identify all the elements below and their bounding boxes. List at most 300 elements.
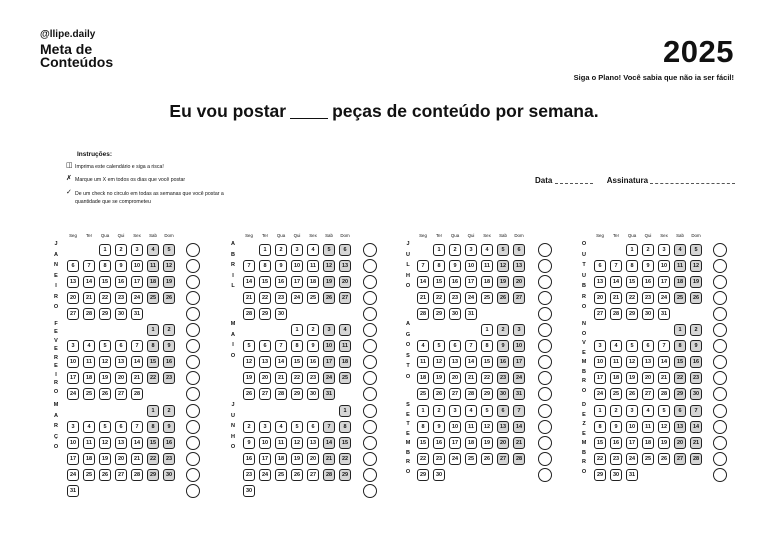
day-cell[interactable]: 15 <box>626 276 638 288</box>
day-cell[interactable]: 4 <box>147 244 159 256</box>
day-cell[interactable]: 5 <box>658 405 670 417</box>
day-cell[interactable]: 30 <box>610 469 622 481</box>
day-cell[interactable]: 15 <box>259 276 271 288</box>
day-cell[interactable]: 23 <box>115 292 127 304</box>
day-cell[interactable]: 6 <box>642 340 654 352</box>
day-cell[interactable]: 19 <box>99 372 111 384</box>
day-cell[interactable]: 24 <box>291 292 303 304</box>
day-cell[interactable]: 19 <box>163 276 175 288</box>
day-cell[interactable]: 28 <box>513 453 525 465</box>
week-check-circle[interactable] <box>186 484 200 498</box>
day-cell[interactable]: 2 <box>243 421 255 433</box>
day-cell[interactable]: 27 <box>513 292 525 304</box>
day-cell[interactable]: 13 <box>674 421 686 433</box>
day-cell[interactable]: 1 <box>594 405 606 417</box>
week-check-circle[interactable] <box>363 452 377 466</box>
day-cell[interactable]: 2 <box>690 324 702 336</box>
day-cell[interactable]: 7 <box>417 260 429 272</box>
day-cell[interactable]: 25 <box>339 372 351 384</box>
day-cell[interactable]: 9 <box>433 421 445 433</box>
day-cell[interactable]: 20 <box>259 372 271 384</box>
day-cell[interactable]: 26 <box>481 453 493 465</box>
day-cell[interactable]: 20 <box>642 372 654 384</box>
day-cell[interactable]: 22 <box>99 292 111 304</box>
day-cell[interactable]: 23 <box>449 292 461 304</box>
day-cell[interactable]: 16 <box>690 356 702 368</box>
day-cell[interactable]: 12 <box>658 421 670 433</box>
week-check-circle[interactable] <box>186 259 200 273</box>
day-cell[interactable]: 30 <box>307 388 319 400</box>
day-cell[interactable]: 2 <box>642 244 654 256</box>
day-cell[interactable]: 24 <box>658 292 670 304</box>
day-cell[interactable]: 1 <box>259 244 271 256</box>
day-cell[interactable]: 19 <box>291 453 303 465</box>
day-cell[interactable]: 4 <box>642 405 654 417</box>
day-cell[interactable]: 23 <box>275 292 287 304</box>
day-cell[interactable]: 10 <box>594 356 606 368</box>
week-check-circle[interactable] <box>713 436 727 450</box>
day-cell[interactable]: 25 <box>417 388 429 400</box>
day-cell[interactable]: 21 <box>690 437 702 449</box>
day-cell[interactable]: 11 <box>642 421 654 433</box>
day-cell[interactable]: 14 <box>323 437 335 449</box>
day-cell[interactable]: 30 <box>433 469 445 481</box>
day-cell[interactable]: 7 <box>658 340 670 352</box>
day-cell[interactable]: 18 <box>83 372 95 384</box>
day-cell[interactable]: 15 <box>417 437 429 449</box>
day-cell[interactable]: 9 <box>275 260 287 272</box>
day-cell[interactable]: 25 <box>307 292 319 304</box>
day-cell[interactable]: 6 <box>497 405 509 417</box>
day-cell[interactable]: 31 <box>658 308 670 320</box>
day-cell[interactable]: 27 <box>674 453 686 465</box>
day-cell[interactable]: 26 <box>626 388 638 400</box>
day-cell[interactable]: 11 <box>339 340 351 352</box>
day-cell[interactable]: 21 <box>131 372 143 384</box>
day-cell[interactable]: 27 <box>259 388 271 400</box>
day-cell[interactable]: 10 <box>513 340 525 352</box>
week-check-circle[interactable] <box>713 387 727 401</box>
day-cell[interactable]: 8 <box>259 260 271 272</box>
day-cell[interactable]: 18 <box>147 276 159 288</box>
day-cell[interactable]: 21 <box>275 372 287 384</box>
day-cell[interactable]: 7 <box>131 340 143 352</box>
day-cell[interactable]: 22 <box>433 292 445 304</box>
day-cell[interactable]: 23 <box>497 372 509 384</box>
day-cell[interactable]: 5 <box>291 421 303 433</box>
day-cell[interactable]: 12 <box>163 260 175 272</box>
day-cell[interactable]: 25 <box>642 453 654 465</box>
day-cell[interactable]: 22 <box>417 453 429 465</box>
day-cell[interactable]: 15 <box>147 356 159 368</box>
day-cell[interactable]: 8 <box>417 421 429 433</box>
day-cell[interactable]: 13 <box>115 356 127 368</box>
day-cell[interactable]: 7 <box>323 421 335 433</box>
day-cell[interactable]: 27 <box>115 469 127 481</box>
day-cell[interactable]: 10 <box>449 421 461 433</box>
day-cell[interactable]: 29 <box>433 308 445 320</box>
day-cell[interactable]: 28 <box>275 388 287 400</box>
day-cell[interactable]: 1 <box>626 244 638 256</box>
day-cell[interactable]: 13 <box>67 276 79 288</box>
week-check-circle[interactable] <box>363 387 377 401</box>
day-cell[interactable]: 23 <box>690 372 702 384</box>
day-cell[interactable]: 11 <box>481 260 493 272</box>
day-cell[interactable]: 15 <box>339 437 351 449</box>
day-cell[interactable]: 15 <box>147 437 159 449</box>
day-cell[interactable]: 18 <box>83 453 95 465</box>
day-cell[interactable]: 9 <box>243 437 255 449</box>
day-cell[interactable]: 11 <box>147 260 159 272</box>
day-cell[interactable]: 2 <box>115 244 127 256</box>
week-check-circle[interactable] <box>186 339 200 353</box>
day-cell[interactable]: 16 <box>610 437 622 449</box>
day-cell[interactable]: 7 <box>465 340 477 352</box>
day-cell[interactable]: 22 <box>626 292 638 304</box>
day-cell[interactable]: 1 <box>339 405 351 417</box>
day-cell[interactable]: 17 <box>323 356 335 368</box>
day-cell[interactable]: 12 <box>481 421 493 433</box>
day-cell[interactable]: 20 <box>594 292 606 304</box>
day-cell[interactable]: 7 <box>131 421 143 433</box>
day-cell[interactable]: 26 <box>291 469 303 481</box>
day-cell[interactable]: 13 <box>339 260 351 272</box>
day-cell[interactable]: 22 <box>594 453 606 465</box>
day-cell[interactable]: 5 <box>433 340 445 352</box>
day-cell[interactable]: 3 <box>67 340 79 352</box>
day-cell[interactable]: 12 <box>243 356 255 368</box>
day-cell[interactable]: 11 <box>674 260 686 272</box>
day-cell[interactable]: 1 <box>481 324 493 336</box>
day-cell[interactable]: 17 <box>291 276 303 288</box>
week-check-circle[interactable] <box>713 259 727 273</box>
day-cell[interactable]: 23 <box>163 453 175 465</box>
day-cell[interactable]: 18 <box>642 437 654 449</box>
day-cell[interactable]: 25 <box>83 388 95 400</box>
day-cell[interactable]: 26 <box>323 292 335 304</box>
week-check-circle[interactable] <box>538 355 552 369</box>
day-cell[interactable]: 21 <box>417 292 429 304</box>
week-check-circle[interactable] <box>538 339 552 353</box>
week-check-circle[interactable] <box>186 307 200 321</box>
day-cell[interactable]: 24 <box>67 469 79 481</box>
day-cell[interactable]: 9 <box>307 340 319 352</box>
week-check-circle[interactable] <box>363 355 377 369</box>
week-check-circle[interactable] <box>713 339 727 353</box>
day-cell[interactable]: 8 <box>339 421 351 433</box>
day-cell[interactable]: 8 <box>481 340 493 352</box>
day-cell[interactable]: 6 <box>594 260 606 272</box>
day-cell[interactable]: 28 <box>131 388 143 400</box>
day-cell[interactable]: 9 <box>449 260 461 272</box>
week-check-circle[interactable] <box>713 243 727 257</box>
day-cell[interactable]: 22 <box>147 372 159 384</box>
day-cell[interactable]: 9 <box>163 421 175 433</box>
week-check-circle[interactable] <box>538 323 552 337</box>
day-cell[interactable]: 4 <box>674 244 686 256</box>
day-cell[interactable]: 28 <box>610 308 622 320</box>
day-cell[interactable]: 4 <box>610 340 622 352</box>
day-cell[interactable]: 18 <box>674 276 686 288</box>
day-cell[interactable]: 22 <box>674 372 686 384</box>
day-cell[interactable]: 10 <box>658 260 670 272</box>
day-cell[interactable]: 27 <box>307 469 319 481</box>
day-cell[interactable]: 31 <box>67 485 79 497</box>
day-cell[interactable]: 16 <box>433 437 445 449</box>
week-check-circle[interactable] <box>186 291 200 305</box>
day-cell[interactable]: 23 <box>610 453 622 465</box>
day-cell[interactable]: 24 <box>67 388 79 400</box>
day-cell[interactable]: 28 <box>465 388 477 400</box>
day-cell[interactable]: 30 <box>243 485 255 497</box>
day-cell[interactable]: 31 <box>131 308 143 320</box>
day-cell[interactable]: 4 <box>417 340 429 352</box>
day-cell[interactable]: 4 <box>83 340 95 352</box>
day-cell[interactable]: 28 <box>658 388 670 400</box>
day-cell[interactable]: 3 <box>449 405 461 417</box>
day-cell[interactable]: 31 <box>513 388 525 400</box>
day-cell[interactable]: 24 <box>259 469 271 481</box>
day-cell[interactable]: 1 <box>147 324 159 336</box>
day-cell[interactable]: 8 <box>433 260 445 272</box>
week-check-circle[interactable] <box>538 468 552 482</box>
week-check-circle[interactable] <box>186 387 200 401</box>
day-cell[interactable]: 29 <box>99 308 111 320</box>
day-cell[interactable]: 25 <box>610 388 622 400</box>
day-cell[interactable]: 23 <box>163 372 175 384</box>
week-check-circle[interactable] <box>713 404 727 418</box>
day-cell[interactable]: 20 <box>339 276 351 288</box>
day-cell[interactable]: 23 <box>307 372 319 384</box>
day-cell[interactable]: 16 <box>307 356 319 368</box>
day-cell[interactable]: 10 <box>465 260 477 272</box>
day-cell[interactable]: 1 <box>147 405 159 417</box>
day-cell[interactable]: 31 <box>626 469 638 481</box>
day-cell[interactable]: 21 <box>513 437 525 449</box>
day-cell[interactable]: 31 <box>465 308 477 320</box>
day-cell[interactable]: 19 <box>99 453 111 465</box>
day-cell[interactable]: 11 <box>275 437 287 449</box>
day-cell[interactable]: 20 <box>115 453 127 465</box>
day-cell[interactable]: 18 <box>610 372 622 384</box>
day-cell[interactable]: 19 <box>690 276 702 288</box>
day-cell[interactable]: 29 <box>674 388 686 400</box>
week-check-circle[interactable] <box>186 243 200 257</box>
day-cell[interactable]: 3 <box>131 244 143 256</box>
week-check-circle[interactable] <box>186 468 200 482</box>
day-cell[interactable]: 10 <box>626 421 638 433</box>
day-cell[interactable]: 3 <box>594 340 606 352</box>
day-cell[interactable]: 27 <box>115 388 127 400</box>
day-cell[interactable]: 6 <box>259 340 271 352</box>
day-cell[interactable]: 16 <box>449 276 461 288</box>
day-cell[interactable]: 1 <box>99 244 111 256</box>
week-check-circle[interactable] <box>713 371 727 385</box>
day-cell[interactable]: 12 <box>626 356 638 368</box>
day-cell[interactable]: 16 <box>243 453 255 465</box>
week-check-circle[interactable] <box>363 259 377 273</box>
day-cell[interactable]: 19 <box>323 276 335 288</box>
day-cell[interactable]: 22 <box>339 453 351 465</box>
day-cell[interactable]: 5 <box>163 244 175 256</box>
day-cell[interactable]: 14 <box>513 421 525 433</box>
day-cell[interactable]: 12 <box>323 260 335 272</box>
day-cell[interactable]: 18 <box>465 437 477 449</box>
day-cell[interactable]: 14 <box>131 356 143 368</box>
day-cell[interactable]: 25 <box>481 292 493 304</box>
day-cell[interactable]: 3 <box>291 244 303 256</box>
week-check-circle[interactable] <box>363 468 377 482</box>
day-cell[interactable]: 1 <box>433 244 445 256</box>
day-cell[interactable]: 24 <box>626 453 638 465</box>
day-cell[interactable]: 13 <box>594 276 606 288</box>
day-cell[interactable]: 23 <box>433 453 445 465</box>
day-cell[interactable]: 17 <box>67 372 79 384</box>
day-cell[interactable]: 12 <box>291 437 303 449</box>
day-cell[interactable]: 21 <box>323 453 335 465</box>
day-cell[interactable]: 17 <box>131 276 143 288</box>
day-cell[interactable]: 17 <box>259 453 271 465</box>
week-check-circle[interactable] <box>186 404 200 418</box>
day-cell[interactable]: 11 <box>307 260 319 272</box>
day-cell[interactable]: 2 <box>449 244 461 256</box>
day-cell[interactable]: 7 <box>610 260 622 272</box>
day-cell[interactable]: 6 <box>674 405 686 417</box>
day-cell[interactable]: 18 <box>307 276 319 288</box>
day-cell[interactable]: 6 <box>513 244 525 256</box>
week-check-circle[interactable] <box>363 484 377 498</box>
day-cell[interactable]: 15 <box>99 276 111 288</box>
day-cell[interactable]: 14 <box>275 356 287 368</box>
week-check-circle[interactable] <box>538 387 552 401</box>
day-cell[interactable]: 10 <box>291 260 303 272</box>
day-cell[interactable]: 17 <box>658 276 670 288</box>
day-cell[interactable]: 8 <box>291 340 303 352</box>
day-cell[interactable]: 29 <box>626 308 638 320</box>
day-cell[interactable]: 4 <box>307 244 319 256</box>
day-cell[interactable]: 18 <box>339 356 351 368</box>
day-cell[interactable]: 3 <box>259 421 271 433</box>
day-cell[interactable]: 11 <box>417 356 429 368</box>
day-cell[interactable]: 6 <box>307 421 319 433</box>
day-cell[interactable]: 17 <box>594 372 606 384</box>
day-cell[interactable]: 9 <box>115 260 127 272</box>
day-cell[interactable]: 9 <box>642 260 654 272</box>
day-cell[interactable]: 27 <box>594 308 606 320</box>
week-check-circle[interactable] <box>186 355 200 369</box>
day-cell[interactable]: 22 <box>147 453 159 465</box>
week-check-circle[interactable] <box>538 275 552 289</box>
day-cell[interactable]: 14 <box>658 356 670 368</box>
day-cell[interactable]: 30 <box>115 308 127 320</box>
day-cell[interactable]: 17 <box>626 437 638 449</box>
week-check-circle[interactable] <box>538 259 552 273</box>
day-cell[interactable]: 9 <box>690 340 702 352</box>
day-cell[interactable]: 27 <box>642 388 654 400</box>
day-cell[interactable]: 9 <box>610 421 622 433</box>
day-cell[interactable]: 2 <box>433 405 445 417</box>
day-cell[interactable]: 10 <box>67 356 79 368</box>
day-cell[interactable]: 4 <box>465 405 477 417</box>
day-cell[interactable]: 19 <box>433 372 445 384</box>
day-cell[interactable]: 22 <box>291 372 303 384</box>
day-cell[interactable]: 30 <box>642 308 654 320</box>
day-cell[interactable]: 7 <box>83 260 95 272</box>
day-cell[interactable]: 12 <box>497 260 509 272</box>
day-cell[interactable]: 30 <box>163 469 175 481</box>
week-check-circle[interactable] <box>363 275 377 289</box>
day-cell[interactable]: 27 <box>449 388 461 400</box>
day-cell[interactable]: 3 <box>323 324 335 336</box>
week-check-circle[interactable] <box>538 420 552 434</box>
day-cell[interactable]: 26 <box>243 388 255 400</box>
day-cell[interactable]: 15 <box>481 356 493 368</box>
day-cell[interactable]: 2 <box>307 324 319 336</box>
day-cell[interactable]: 9 <box>497 340 509 352</box>
day-cell[interactable]: 30 <box>449 308 461 320</box>
day-cell[interactable]: 8 <box>147 421 159 433</box>
day-cell[interactable]: 26 <box>690 292 702 304</box>
day-cell[interactable]: 1 <box>674 324 686 336</box>
day-cell[interactable]: 11 <box>465 421 477 433</box>
day-cell[interactable]: 3 <box>67 421 79 433</box>
day-cell[interactable]: 16 <box>115 276 127 288</box>
day-cell[interactable]: 28 <box>690 453 702 465</box>
week-check-circle[interactable] <box>363 371 377 385</box>
day-cell[interactable]: 21 <box>243 292 255 304</box>
day-cell[interactable]: 26 <box>433 388 445 400</box>
day-cell[interactable]: 5 <box>481 405 493 417</box>
week-check-circle[interactable] <box>363 291 377 305</box>
day-cell[interactable]: 2 <box>497 324 509 336</box>
day-cell[interactable]: 16 <box>497 356 509 368</box>
day-cell[interactable]: 3 <box>465 244 477 256</box>
day-cell[interactable]: 14 <box>131 437 143 449</box>
day-cell[interactable]: 2 <box>610 405 622 417</box>
day-cell[interactable]: 26 <box>658 453 670 465</box>
day-cell[interactable]: 7 <box>690 405 702 417</box>
day-cell[interactable]: 2 <box>275 244 287 256</box>
week-check-circle[interactable] <box>538 243 552 257</box>
day-cell[interactable]: 4 <box>481 244 493 256</box>
day-cell[interactable]: 20 <box>674 437 686 449</box>
day-cell[interactable]: 10 <box>131 260 143 272</box>
day-cell[interactable]: 5 <box>243 340 255 352</box>
day-cell[interactable]: 18 <box>275 453 287 465</box>
day-cell[interactable]: 17 <box>67 453 79 465</box>
day-cell[interactable]: 7 <box>275 340 287 352</box>
day-cell[interactable]: 3 <box>658 244 670 256</box>
day-cell[interactable]: 26 <box>163 292 175 304</box>
day-cell[interactable]: 15 <box>594 437 606 449</box>
day-cell[interactable]: 8 <box>147 340 159 352</box>
day-cell[interactable]: 19 <box>243 372 255 384</box>
day-cell[interactable]: 29 <box>147 469 159 481</box>
week-check-circle[interactable] <box>713 307 727 321</box>
day-cell[interactable]: 24 <box>465 292 477 304</box>
week-check-circle[interactable] <box>713 468 727 482</box>
day-cell[interactable]: 7 <box>243 260 255 272</box>
week-check-circle[interactable] <box>713 420 727 434</box>
day-cell[interactable]: 1 <box>291 324 303 336</box>
week-check-circle[interactable] <box>538 371 552 385</box>
day-cell[interactable]: 29 <box>594 469 606 481</box>
day-cell[interactable]: 17 <box>465 276 477 288</box>
week-check-circle[interactable] <box>186 275 200 289</box>
day-cell[interactable]: 12 <box>690 260 702 272</box>
day-cell[interactable]: 26 <box>99 388 111 400</box>
day-cell[interactable]: 15 <box>674 356 686 368</box>
